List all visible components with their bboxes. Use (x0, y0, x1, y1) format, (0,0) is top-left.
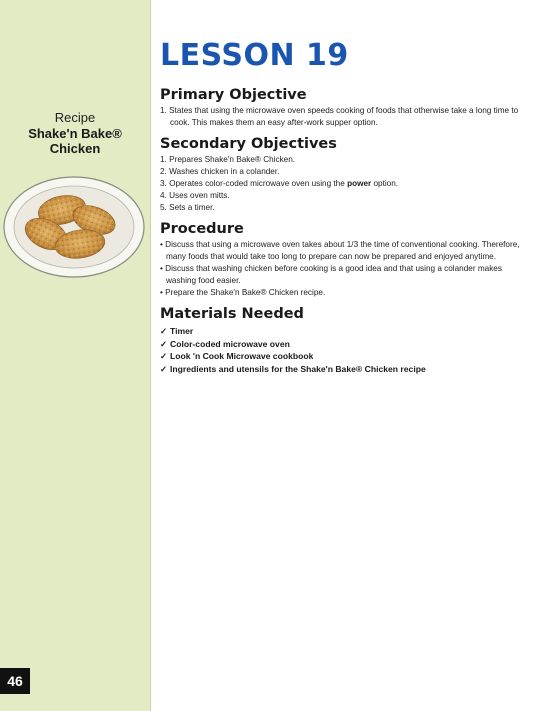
secondary-objectives-list (160, 154, 525, 214)
list-item: ✓ Ingredients and utensils for the Shake'n Bake® Chicken recipe (160, 363, 426, 374)
list-item: • Prepare the Shake'n Bake® Chicken recipe. (160, 288, 326, 297)
list-item: • Discuss that using a microwave oven takes about 1/3 the time of conventional cooking. Therefore, many foods that would take too long to prepare can now be prepared and enjoyed anytime. (160, 240, 520, 261)
recipe-label: Recipe (54, 110, 96, 125)
list-item: ✓ Color-coded microwave oven (160, 338, 290, 349)
secondary-objectives-heading: Secondary Objectives (160, 136, 337, 152)
primary-objective-list (160, 105, 525, 129)
list-item: 4. Uses oven mitts. (160, 191, 230, 200)
list-item: ✓ Look 'n Cook Microwave cookbook (160, 351, 314, 361)
list-item: 5. Sets a timer. (160, 203, 215, 212)
list-item: ✓ Timer (160, 326, 194, 336)
list-item: • Discuss that washing chicken before cooking is a good idea and that using a colander makes washing food easier. (160, 264, 502, 285)
materials-list (160, 325, 525, 375)
recipe-title-line-2: Chicken (49, 141, 101, 156)
check-icon: ✓ (160, 338, 168, 349)
check-icon: ✓ (160, 351, 168, 361)
lesson-title: LESSON 19 (160, 38, 349, 73)
recipe-title-line-1: Shake'n Bake® (28, 126, 122, 141)
list-item: 1. States that using the microwave oven speeds cooking of foods that otherwise take a long time to cook. This makes them an easy after-work supper option. (160, 106, 519, 127)
sidebar (0, 0, 150, 711)
sidebar-divider (150, 0, 151, 711)
power-option-text: power (347, 179, 372, 188)
list-item: 3. Operates color-coded microwave oven using the power option. (160, 179, 399, 188)
lesson-content (160, 38, 525, 375)
procedure-list (160, 239, 525, 299)
list-item: 2. Washes chicken in a colander. (160, 167, 280, 176)
procedure-heading: Procedure (160, 221, 244, 237)
check-icon: ✓ (160, 326, 168, 336)
page-number: 46 (0, 668, 30, 694)
list-item: 1. Prepares Shake'n Bake® Chicken. (160, 155, 296, 164)
materials-heading: Materials Needed (160, 306, 304, 322)
chicken-dish-image (2, 172, 148, 280)
primary-objective-heading: Primary Objective (160, 87, 307, 103)
check-icon: ✓ (160, 363, 168, 374)
recipe-title (0, 126, 150, 156)
